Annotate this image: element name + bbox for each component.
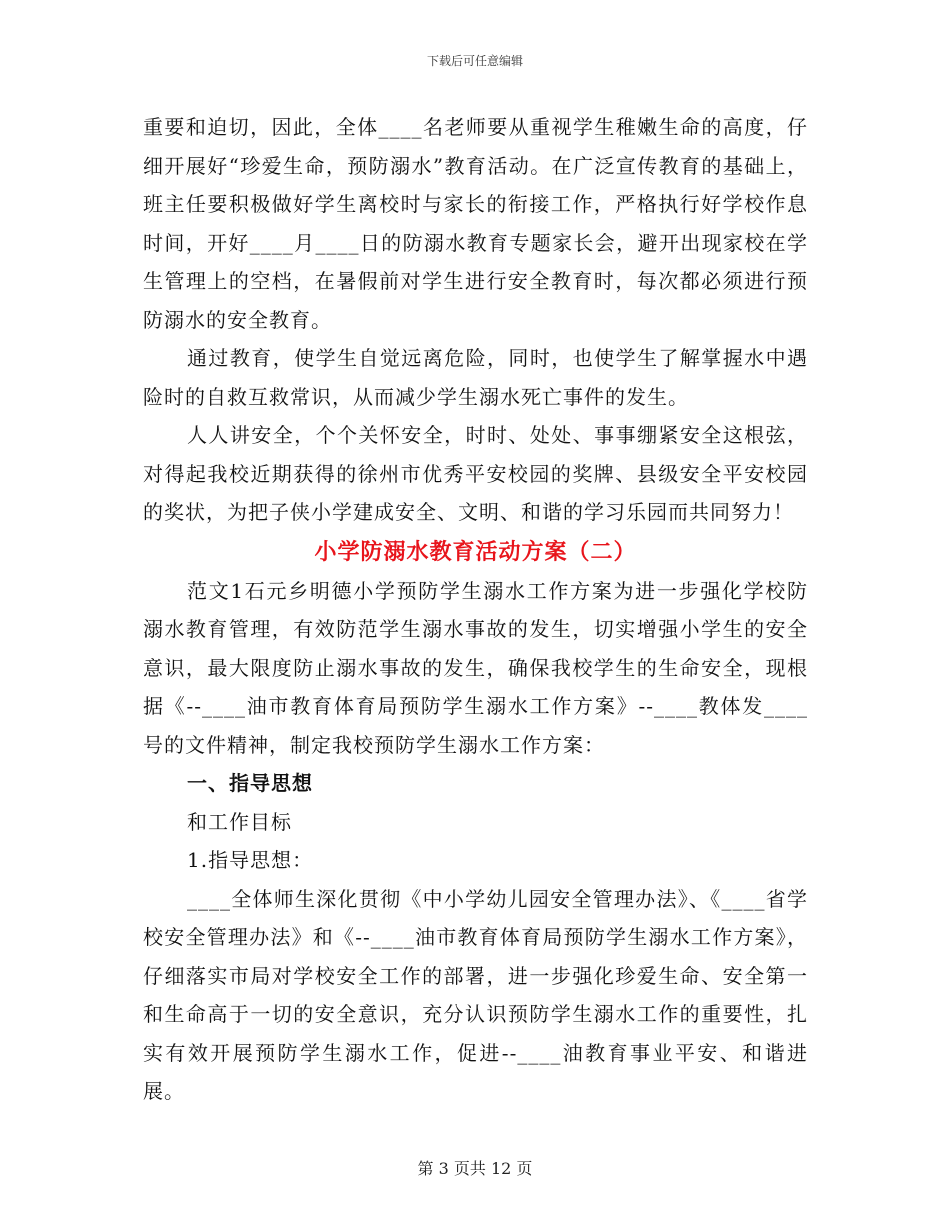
paragraph-continuation: 重要和迫切，因此，全体____名老师要从重视学生稚嫩生命的高度，仔细开展好“珍爱生命，预防溺水”教育活动。在广泛宣传教育的基础上，班主任要积极做好学生离校时与家长的衔接工作，严格执行好学校作息时间，开好____月____日的防溺水教育专题家长会，避开出现家校在学生管理上的空档，在暑假前对学生进行安全教育时，每次都必须进行预防溺水的安全教育。 <box>143 115 808 332</box>
heading-guiding-ideology: 一、指导思想 <box>187 771 313 795</box>
sub-line-work-goals: 和工作目标 <box>187 809 292 834</box>
paragraph-plan-intro: 范文1石元乡明德小学预防学生溺水工作方案为进一步强化学校防溺水教育管理，有效防范学生溺水事故的发生，切实增强小学生的安全意识，最大限度防止溺水事故的发生，确保我校学生的生命安全，现根据《--____油市教育体育局预防学生溺水工作方案》--____教体发____号的文件精神，制定我校预防学生溺水工作方案： <box>143 578 808 757</box>
page-footer: 第 3 页共 12 页 <box>417 1159 533 1178</box>
section-title: 小学防溺水教育活动方案（二） <box>314 538 637 565</box>
paragraph-guiding-ideology: ____全体师生深化贯彻《中小学幼儿园安全管理办法》、《____省学校安全管理办法》和《--____油市教育体育局预防学生溺水工作方案》，仔细落实市局对学校安全工作的部署，进一步强化珍爱生命、安全第一和生命高于一切的安全意识，充分认识预防学生溺水工作的重要性，扎实有效开展预防学生溺水工作，促进--____油教育事业平安、和谐进展。 <box>143 886 808 1103</box>
paragraph-safety-commitment: 人人讲安全，个个关怀安全，时时、处处、事事绷紧安全这根弦，对得起我校近期获得的徐州市优秀平安校园的奖牌、县级安全平安校园的奖状，为把子侠小学建成安全、文明、和谐的学习乐园而共同努力！ <box>143 423 808 524</box>
paragraph-education-effect: 通过教育，使学生自觉远离危险，同时，也使学生了解掌握水中遇险时的自救互救常识，从而减少学生溺水死亡事件的发生。 <box>143 346 808 409</box>
header-note: 下载后可任意编辑 <box>426 54 523 68</box>
sub-heading-guiding-ideology: 1.指导思想： <box>187 848 314 872</box>
document-body <box>143 108 808 1111</box>
